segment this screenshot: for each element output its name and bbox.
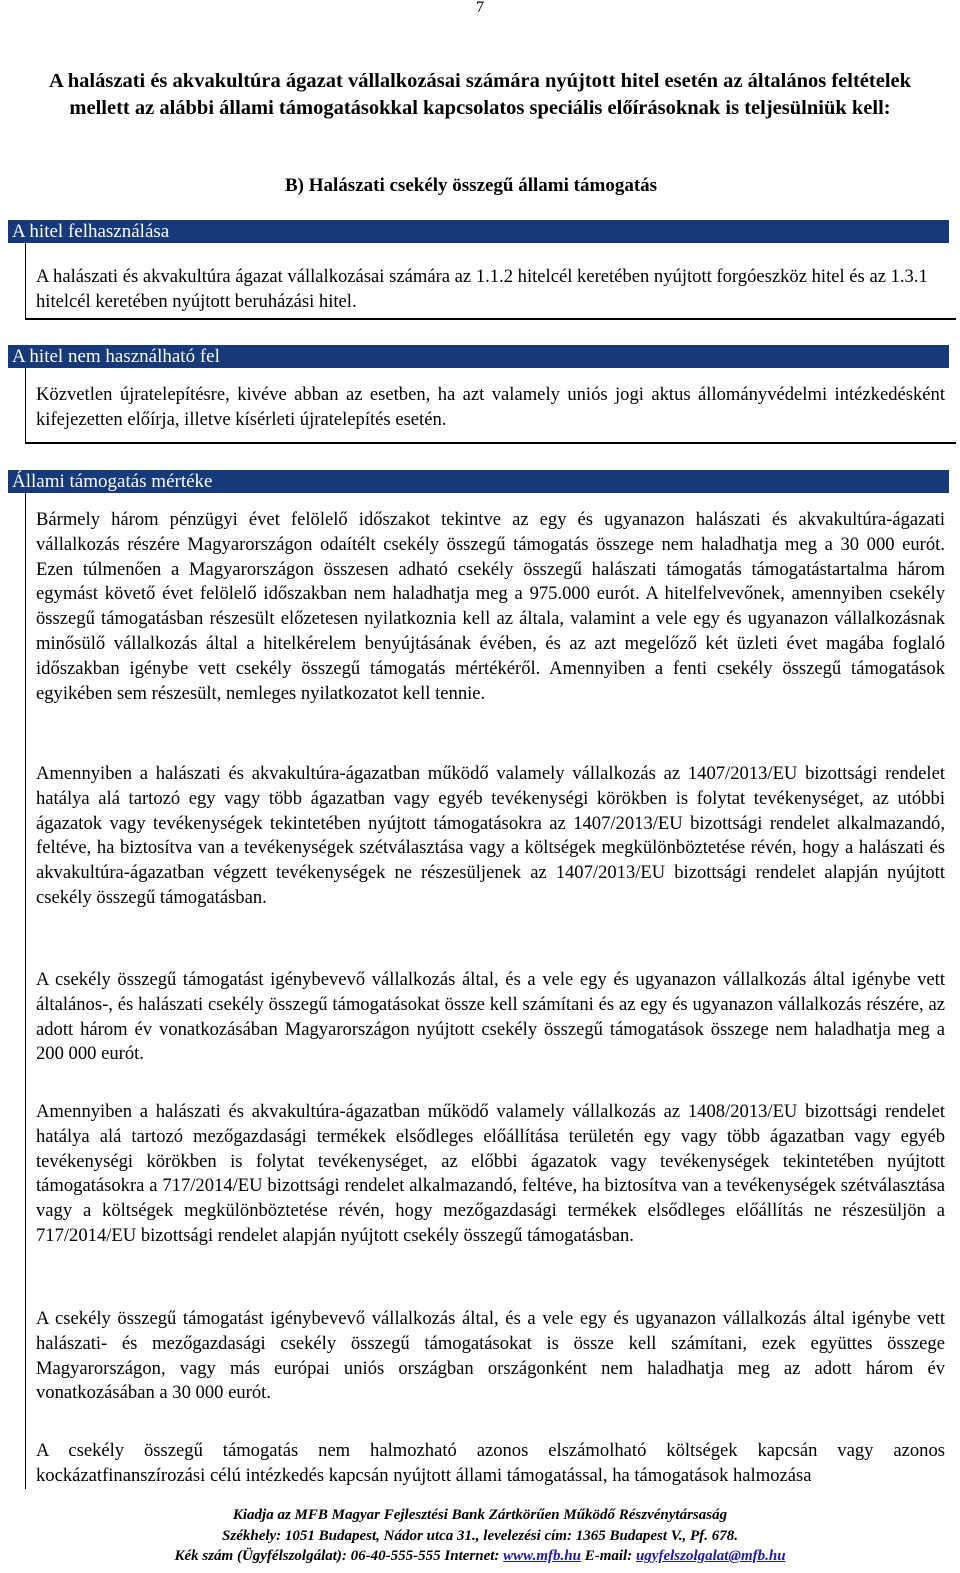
not-usable-text: Közvetlen újratelepítésre, kivéve abban az esetben, ha azt valamely uniós jogi aktus állományvédelmi intézkedésként kifejezetten előírja, illetve kísérleti újratelepítés esetén. (36, 384, 945, 430)
website-link[interactable]: www.mfb.hu (503, 1548, 581, 1564)
footer (0, 1505, 960, 1567)
section-left-border (25, 243, 26, 319)
aid-paragraph-6: A csekély összegű támogatás nem halmozható azonos elszámolható költségek kapcsán vagy azonos kockázatfinanszírozási célú intézkedés kapcsán nyújtott állami támogatással, ha támogatások halmozása (36, 1440, 945, 1486)
section-divider (25, 318, 956, 320)
aid-paragraph-1: Bármely három pénzügyi évet felölelő időszakot tekintve az egy és ugyanazon halászati és akvakultúra-ágazati vállalkozás részére Magyarországon odaítélt csekély összegű támogatás összege nem haladhatja meg a 30 000 eurót. Ezen túlmenően a Magyarországon összesen adható csekély összegű halászati támogatás támogatástartalma három egymást követő évet felölelő időszakban nem haladhatja meg a 975.000 eurót. A hitelfelvevőnek, amennyiben csekély összegű támogatásban részesült előzetesen nyilatkoznia kell az általa, valamint a vele egy és ugyanazon vállalkozásnak minősülő vállalkozás által a hitelkérelem benyújtásának évében, és az azt megelőző két üzleti évet magába foglaló időszakban igénybe vett csekély összegű támogatás mértékéről. Amennyiben a fenti csekély összegű támogatások egyikében sem részesült, nemleges nyilatkozatot kell tennie. (36, 509, 945, 704)
section-bar-usage: A hitel felhasználása (8, 220, 949, 243)
footer-publisher: Kiadja az MFB Magyar Fejlesztési Bank Zártkörűen Működő Részvénytársaság (232, 1507, 728, 1523)
section-left-border (25, 368, 26, 444)
section-b-title: B) Halászati csekély összegű állami támogatás (285, 175, 658, 196)
usage-text: A halászati és akvakultúra ágazat vállalkozásai számára az 1.1.2 hitelcél keretében nyújtott forgóeszköz hitel és az 1.3.1 hitelcél keretében nyújtott beruházási hitel. (36, 266, 928, 312)
aid-paragraph-2: Amennyiben a halászati és akvakultúra-ágazatban működő valamely vállalkozás az 1407/2013/EU bizottsági rendelet hatálya alá tartozó egy vagy több ágazatban vagy egyéb tevékenységi körökben is folytat tevékenységet, az utóbbi ágazatok vagy tevékenységek tekintetében nyújtott támogatásokra az 1407/2013/EU bizottsági rendelet alkalmazandó, feltéve, ha biztosítva van a tevékenységek szétválasztása vagy a költségek megkülönböztetése révén, hogy a halászati és akvakultúra-ágazatban végzett tevékenységek ne részesüljenek az 1407/2013/EU bizottsági rendelet alapján nyújtott csekély összegű támogatásban. (36, 763, 945, 908)
page-title: A halászati és akvakultúra ágazat vállalkozásai számára nyújtott hitel esetén az általános feltételek mellett az alábbi állami támogatásokkal kapcsolatos speciális előírásoknak is teljesülniük kell: (48, 70, 912, 119)
footer-phone: Kék szám (Ügyfélszolgálat): 06-40-555-555 Internet: (174, 1548, 500, 1564)
footer-email-label: E-mail: (584, 1548, 633, 1564)
section-left-border (25, 493, 26, 1489)
footer-contact (0, 1546, 960, 1567)
aid-paragraph-4: Amennyiben a halászati és akvakultúra-ágazatban működő valamely vállalkozás az 1408/2013/EU bizottsági rendelet hatálya alá tartozó mezőgazdasági termékek elsődleges előállítása területén egy vagy több ágazatban vagy egyéb tevékenységi körökben is folytat tevékenységet, az előbbi ágazatok vagy tevékenységek tekintetében nyújtott támogatásokra a 717/2014/EU bizottsági rendelet alkalmazandó, feltéve, ha biztosítva van a tevékenységek szétválasztása vagy a költségek megkülönböztetése révén, hogy mezőgazdasági termékek elsődleges előállítás ne részesüljön a 717/2014/EU bizottsági rendelet alapján nyújtott csekély összegű támogatásban. (36, 1101, 945, 1246)
footer-address: Székhely: 1051 Budapest, Nádor utca 31., levelezési cím: 1365 Budapest V., Pf. 678. (222, 1527, 738, 1544)
section-bar-aid-amount: Állami támogatás mértéke (8, 470, 949, 493)
aid-paragraph-5: A csekély összegű támogatást igénybevevő vállalkozás által, és a vele egy és ugyanazon vállalkozás által igénybe vett halászati- és mezőgazdasági csekély összegű támogatásokat is össze kell számítani, ezek együttes összege Magyarországon, vagy más európai uniós országban országonként nem haladhatja meg az adott három év vonatkozásában a 30 000 eurót. (36, 1308, 945, 1404)
section-bar-not-usable: A hitel nem használható fel (8, 345, 949, 368)
section-divider (25, 442, 956, 444)
page-number: 7 (476, 0, 484, 16)
aid-paragraph-3: A csekély összegű támogatást igénybevevő vállalkozás által, és a vele egy és ugyanazon vállalkozás által igénybe vett általános-, és halászati csekély összegű támogatásokat össze kell számítani és az egy és ugyanazon vállalkozás részére, az adott három év vonatkozásában Magyarországon nyújtott csekély összegű támogatások összege nem haladhatja meg a 200 000 eurót. (36, 969, 945, 1065)
email-link[interactable]: ugyfelszolgalat@mfb.hu (635, 1548, 786, 1564)
